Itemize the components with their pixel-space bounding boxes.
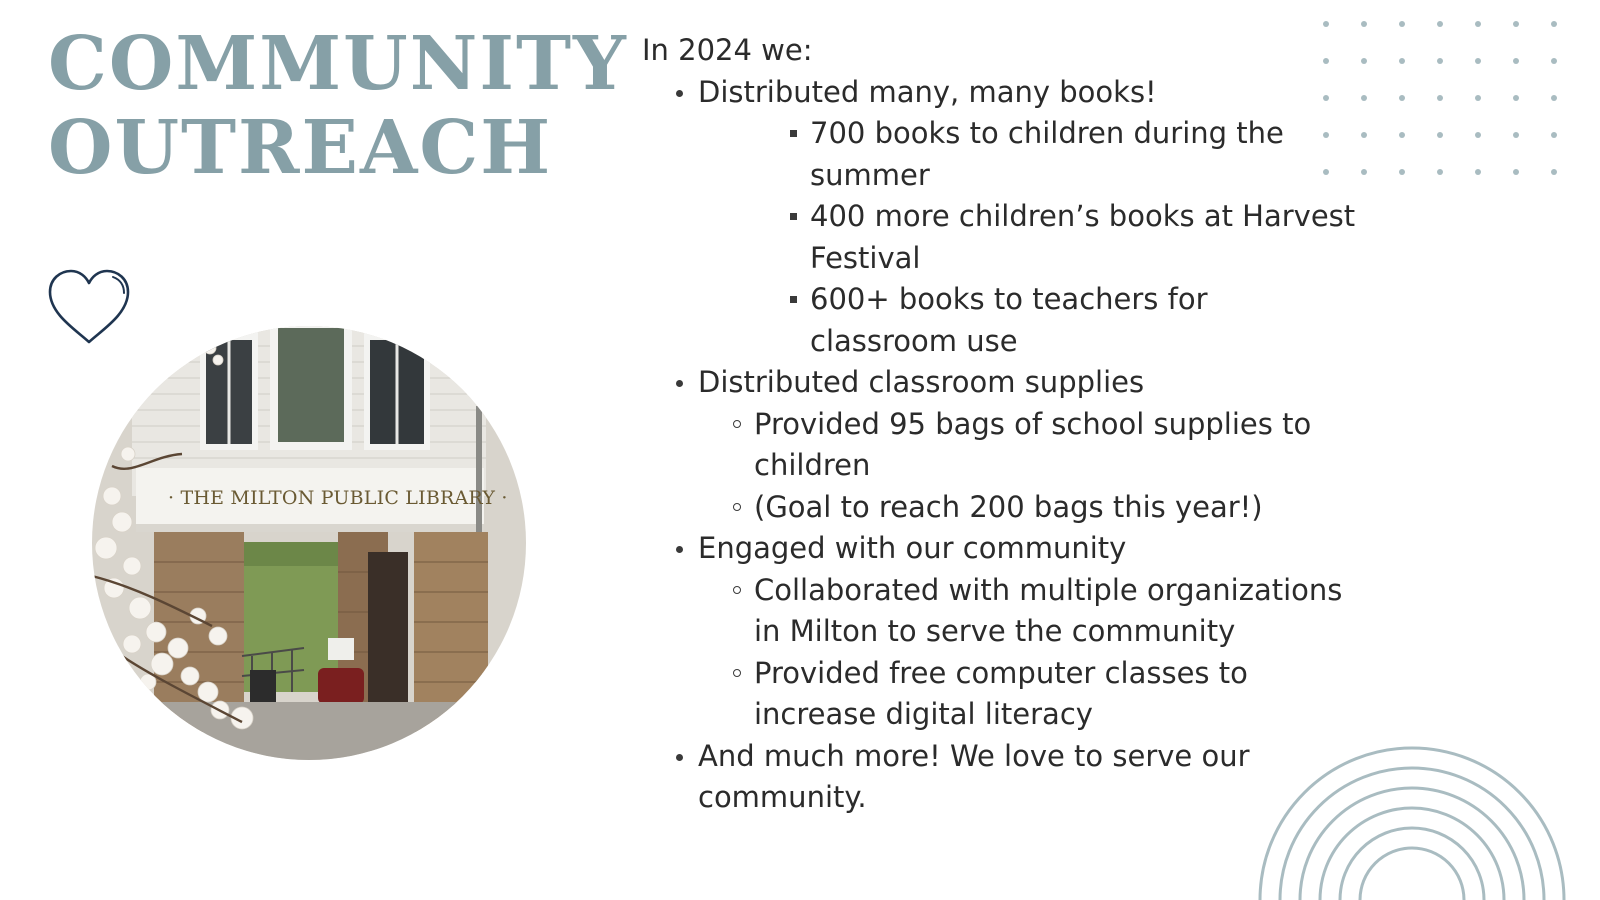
- bullet-item: [642, 362, 1362, 528]
- sub-bullet-item: Provided free computer classes to increase digital literacy: [698, 653, 1362, 736]
- sub-bullet-item: Provided 95 bags of school supplies to children: [698, 404, 1362, 487]
- bullet-text: Engaged with our community: [698, 531, 1127, 565]
- sub-bullet-item: (Goal to reach 200 bags this year!): [698, 487, 1362, 529]
- heart-icon: [46, 268, 132, 348]
- title-line-2: OUTREACH: [48, 105, 553, 191]
- bullet-text: Distributed many, many books!: [698, 74, 1157, 109]
- sub-bullet-list: [698, 404, 1362, 529]
- intro-text: In 2024 we:: [642, 33, 813, 67]
- bullet-item: [642, 736, 1362, 819]
- slide-title: [48, 22, 628, 190]
- library-photo: [92, 326, 526, 760]
- sub-bullet-list: [698, 113, 1362, 362]
- sub-bullet-item: 700 books to children during the summer: [698, 113, 1362, 196]
- library-sign-text: · THE MILTON PUBLIC LIBRARY ·: [168, 487, 508, 509]
- sub-bullet-list: [698, 570, 1362, 736]
- bullet-text: And much more! We love to serve our community.: [698, 738, 1250, 814]
- bullet-list: [642, 72, 1362, 819]
- bullet-text: Distributed classroom supplies: [698, 365, 1145, 399]
- sub-bullet-item: 400 more children’s books at Harvest Festival: [698, 196, 1362, 279]
- bullet-item: [642, 72, 1362, 363]
- slide-body: [642, 30, 1362, 819]
- bullet-item: [642, 528, 1362, 736]
- sub-bullet-item: Collaborated with multiple organizations in Milton to serve the community: [698, 570, 1362, 653]
- title-line-1: COMMUNITY: [48, 21, 628, 107]
- sub-bullet-item: 600+ books to teachers for classroom use: [698, 279, 1362, 362]
